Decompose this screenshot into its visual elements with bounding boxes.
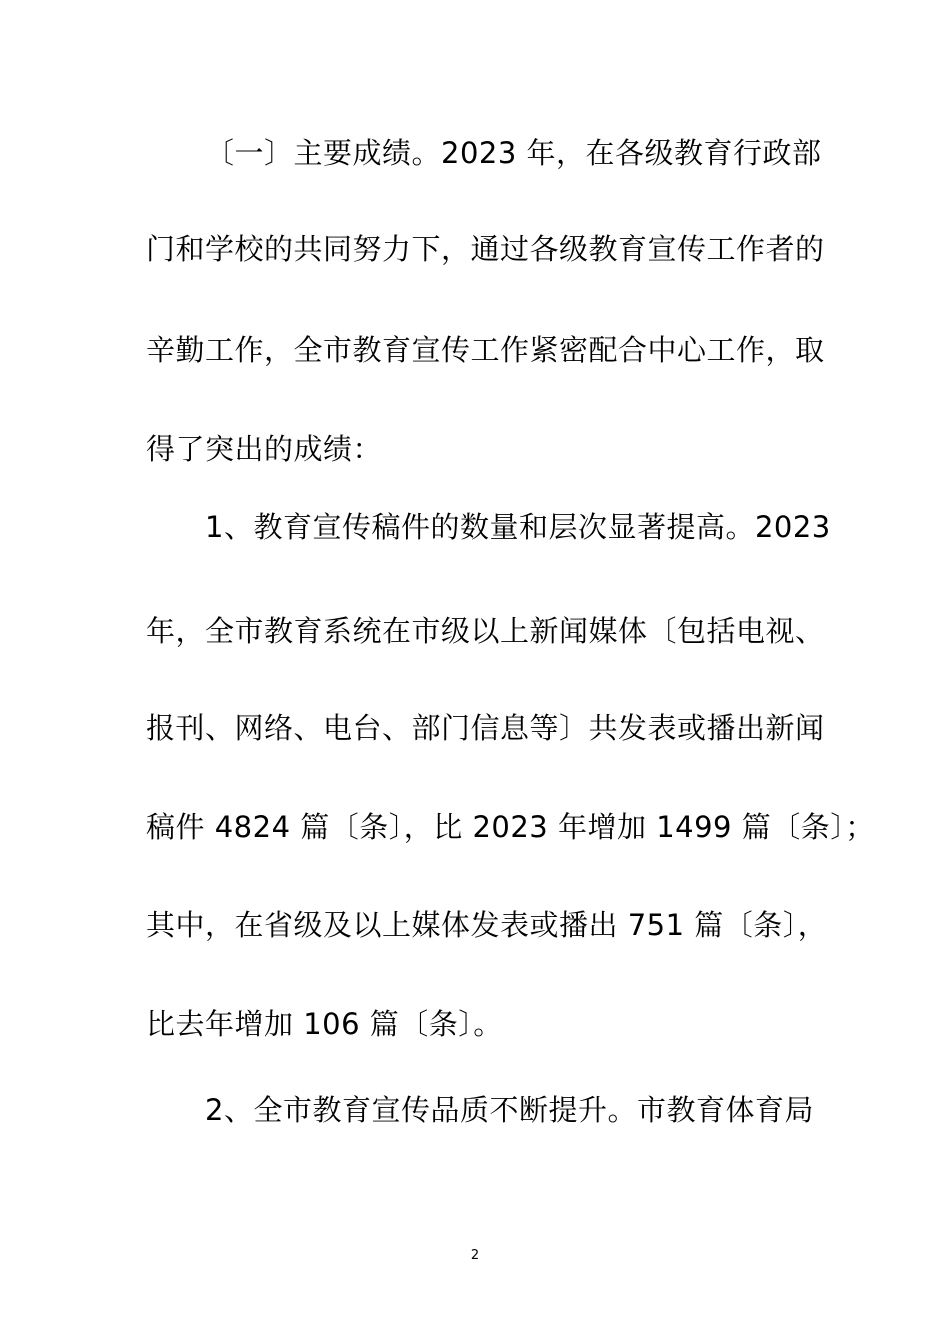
- paragraph-line: 其中，在省级及以上媒体发表或播出 751 篇〔条〕，: [146, 908, 828, 942]
- paragraph-line: 2、全市教育宣传品质不断提升。市教育体育局: [205, 1093, 814, 1127]
- paragraph-line: 年，全市教育系统在市级以上新闻媒体〔包括电视、: [146, 614, 825, 648]
- paragraph-line: 1、教育宣传稿件的数量和层次显著提高。2023: [205, 510, 831, 544]
- paragraph-line: 辛勤工作，全市教育宣传工作紧密配合中心工作，取: [146, 333, 825, 367]
- paragraph-line: 比去年增加 106 篇〔条〕。: [146, 1007, 503, 1041]
- page-number: 2: [470, 1248, 480, 1263]
- paragraph-line: 稿件 4824 篇〔条〕，比 2023 年增加 1499 篇〔条〕；: [146, 810, 875, 844]
- paragraph-line: 〔一〕主要成绩。2023 年，在各级教育行政部: [205, 136, 822, 170]
- paragraph-line: 得了突出的成绩：: [146, 432, 383, 466]
- paragraph-line: 报刊、网络、电台、部门信息等〕共发表或播出新闻: [146, 711, 825, 745]
- paragraph-line: 门和学校的共同努力下，通过各级教育宣传工作者的: [146, 232, 825, 266]
